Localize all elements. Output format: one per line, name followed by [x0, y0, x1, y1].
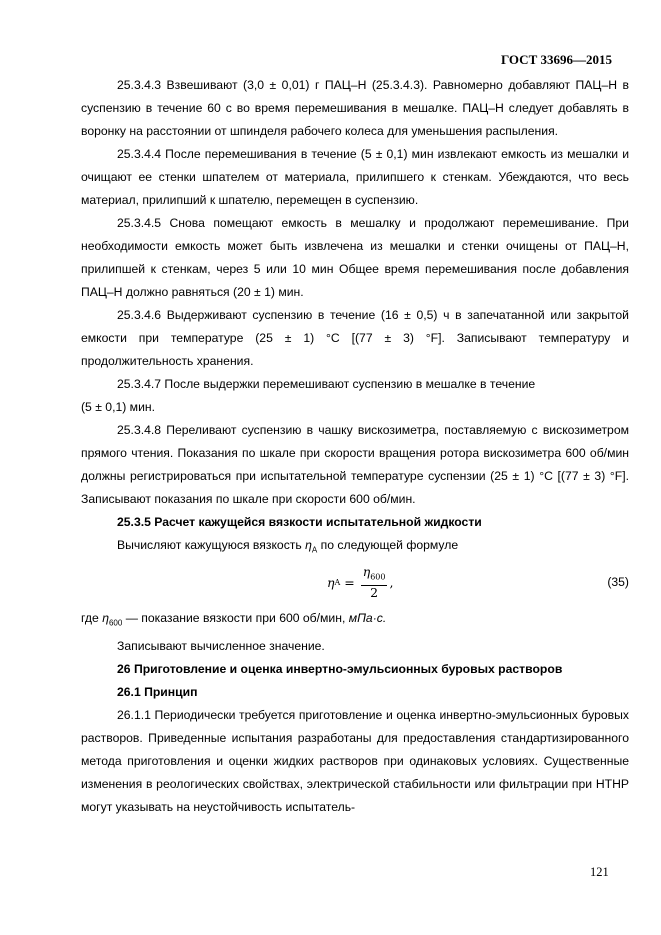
formula-intro-text-end: по следующей формуле — [317, 538, 459, 552]
formula-intro-text: Вычисляют кажущуюся вязкость — [117, 538, 306, 552]
where-text: где — [81, 611, 103, 626]
formula-fraction — [361, 565, 388, 600]
section-heading-26: 26 Приготовление и оценка инвертно-эмульсионных буровых растворов — [117, 661, 563, 676]
paragraph-25-3-4-7-cont: (5 ± 0,1) мин. — [81, 400, 155, 414]
eta-subscript: A — [311, 545, 318, 555]
formula-lhs: η — [327, 575, 335, 591]
document-code: ГОСТ 33696—2015 — [500, 52, 612, 67]
paragraph-25-3-4-5: 25.3.4.5 Снова помещают емкость в мешалку и продолжают перемешивание. При необходимости емкость может быть извлечена из мешалки и стенки очищены от ПАЦ–Н, прилипшей к стенкам, через 5 или 10 мин Общее время перемешивания после добавления ПАЦ–Н должно равняться (20 ± 1) мин. — [81, 216, 629, 299]
page-body — [81, 74, 629, 819]
section-heading-25-3-5: 25.3.5 Расчет кажущейся вязкости испытательной жидкости — [117, 515, 482, 529]
formula-lhs-sub: A — [334, 578, 341, 588]
paragraph-25-3-4-7: 25.3.4.7 После выдержки перемешивают суспензию в мешалке в течение — [117, 377, 536, 391]
where-subscript: 600 — [108, 618, 123, 628]
page-number: 121 — [590, 865, 609, 879]
where-description: — показание вязкости при 600 об/мин, — [122, 611, 349, 626]
paragraph-26-1-1: 26.1.1 Периодически требуется приготовление и оценка инвертно-эмульсионных буровых растворов. Приведенные испытания разработаны для предоставления стандартизированного метода приготовления и оценки жидких растворов при одинаковых условиях. Существенные изменения в реологических свойствах, электрической стабильности или фильтрации при НТНР могут указывать на неустойчивость испытатель- — [81, 707, 629, 814]
where-symbol: η — [102, 611, 109, 626]
formula-equals: = — [340, 575, 359, 591]
formula-expression — [327, 565, 393, 600]
formula-numerator — [361, 565, 388, 586]
formula-where — [81, 607, 629, 634]
formula-num-sub: 600 — [370, 572, 386, 582]
paragraph-25-3-4-3: 25.3.4.3 Взвешивают (3,0 ± 0,01) г ПАЦ–Н (25.3.4.3). Равномерно добавляют ПАЦ–Н в суспензию в течение 60 с во время перемешивания в мешалке. ПАЦ–Н следует добавлять в воронку на расстоянии от шпинделя рабочего колеса для уменьшения распыления. — [81, 78, 629, 138]
section-heading-26-1: 26.1 Принцип — [117, 684, 198, 699]
paragraph-25-3-4-6: 25.3.4.6 Выдерживают суспензию в течение (16 ± 0,5) ч в запечатанной или закрытой емкости при температуре (25 ± 1) °С [(77 ± 3) °F]. Записывают температуру и продолжительность хранения. — [81, 308, 629, 368]
formula-comma: , — [389, 575, 394, 591]
formula-35 — [81, 561, 629, 607]
formula-intro — [81, 534, 629, 561]
paragraph-25-3-4-4: 25.3.4.4 После перемешивания в течение (5 ± 0,1) мин извлекают емкость из мешалки и очищают ее стенки шпателем от материала, прилипшего к стенкам. Убеждаются, что весь материал, прилипший к шпателю, перемещен в суспензию. — [81, 147, 629, 207]
equation-number: (35) — [607, 575, 629, 590]
eta-symbol: η — [305, 538, 312, 552]
formula-denominator: 2 — [370, 584, 379, 600]
paragraph-25-3-4-8: 25.3.4.8 Переливают суспензию в чашку вискозиметра, поставляемую с вискозиметром прямого чтения. Показания по шкале при скорости вращения ротора вискозиметра 600 об/мин должны регистрироваться при испытательной температуре суспензии (25 ± 1) °С [(77 ± 3) °F]. Записывают показания по шкале при скорости 600 об/мин. — [81, 423, 629, 506]
record-value-text: Записывают вычисленное значение. — [117, 638, 325, 653]
where-unit: мПа·с. — [348, 611, 387, 626]
formula-num-symbol: η — [362, 564, 371, 580]
